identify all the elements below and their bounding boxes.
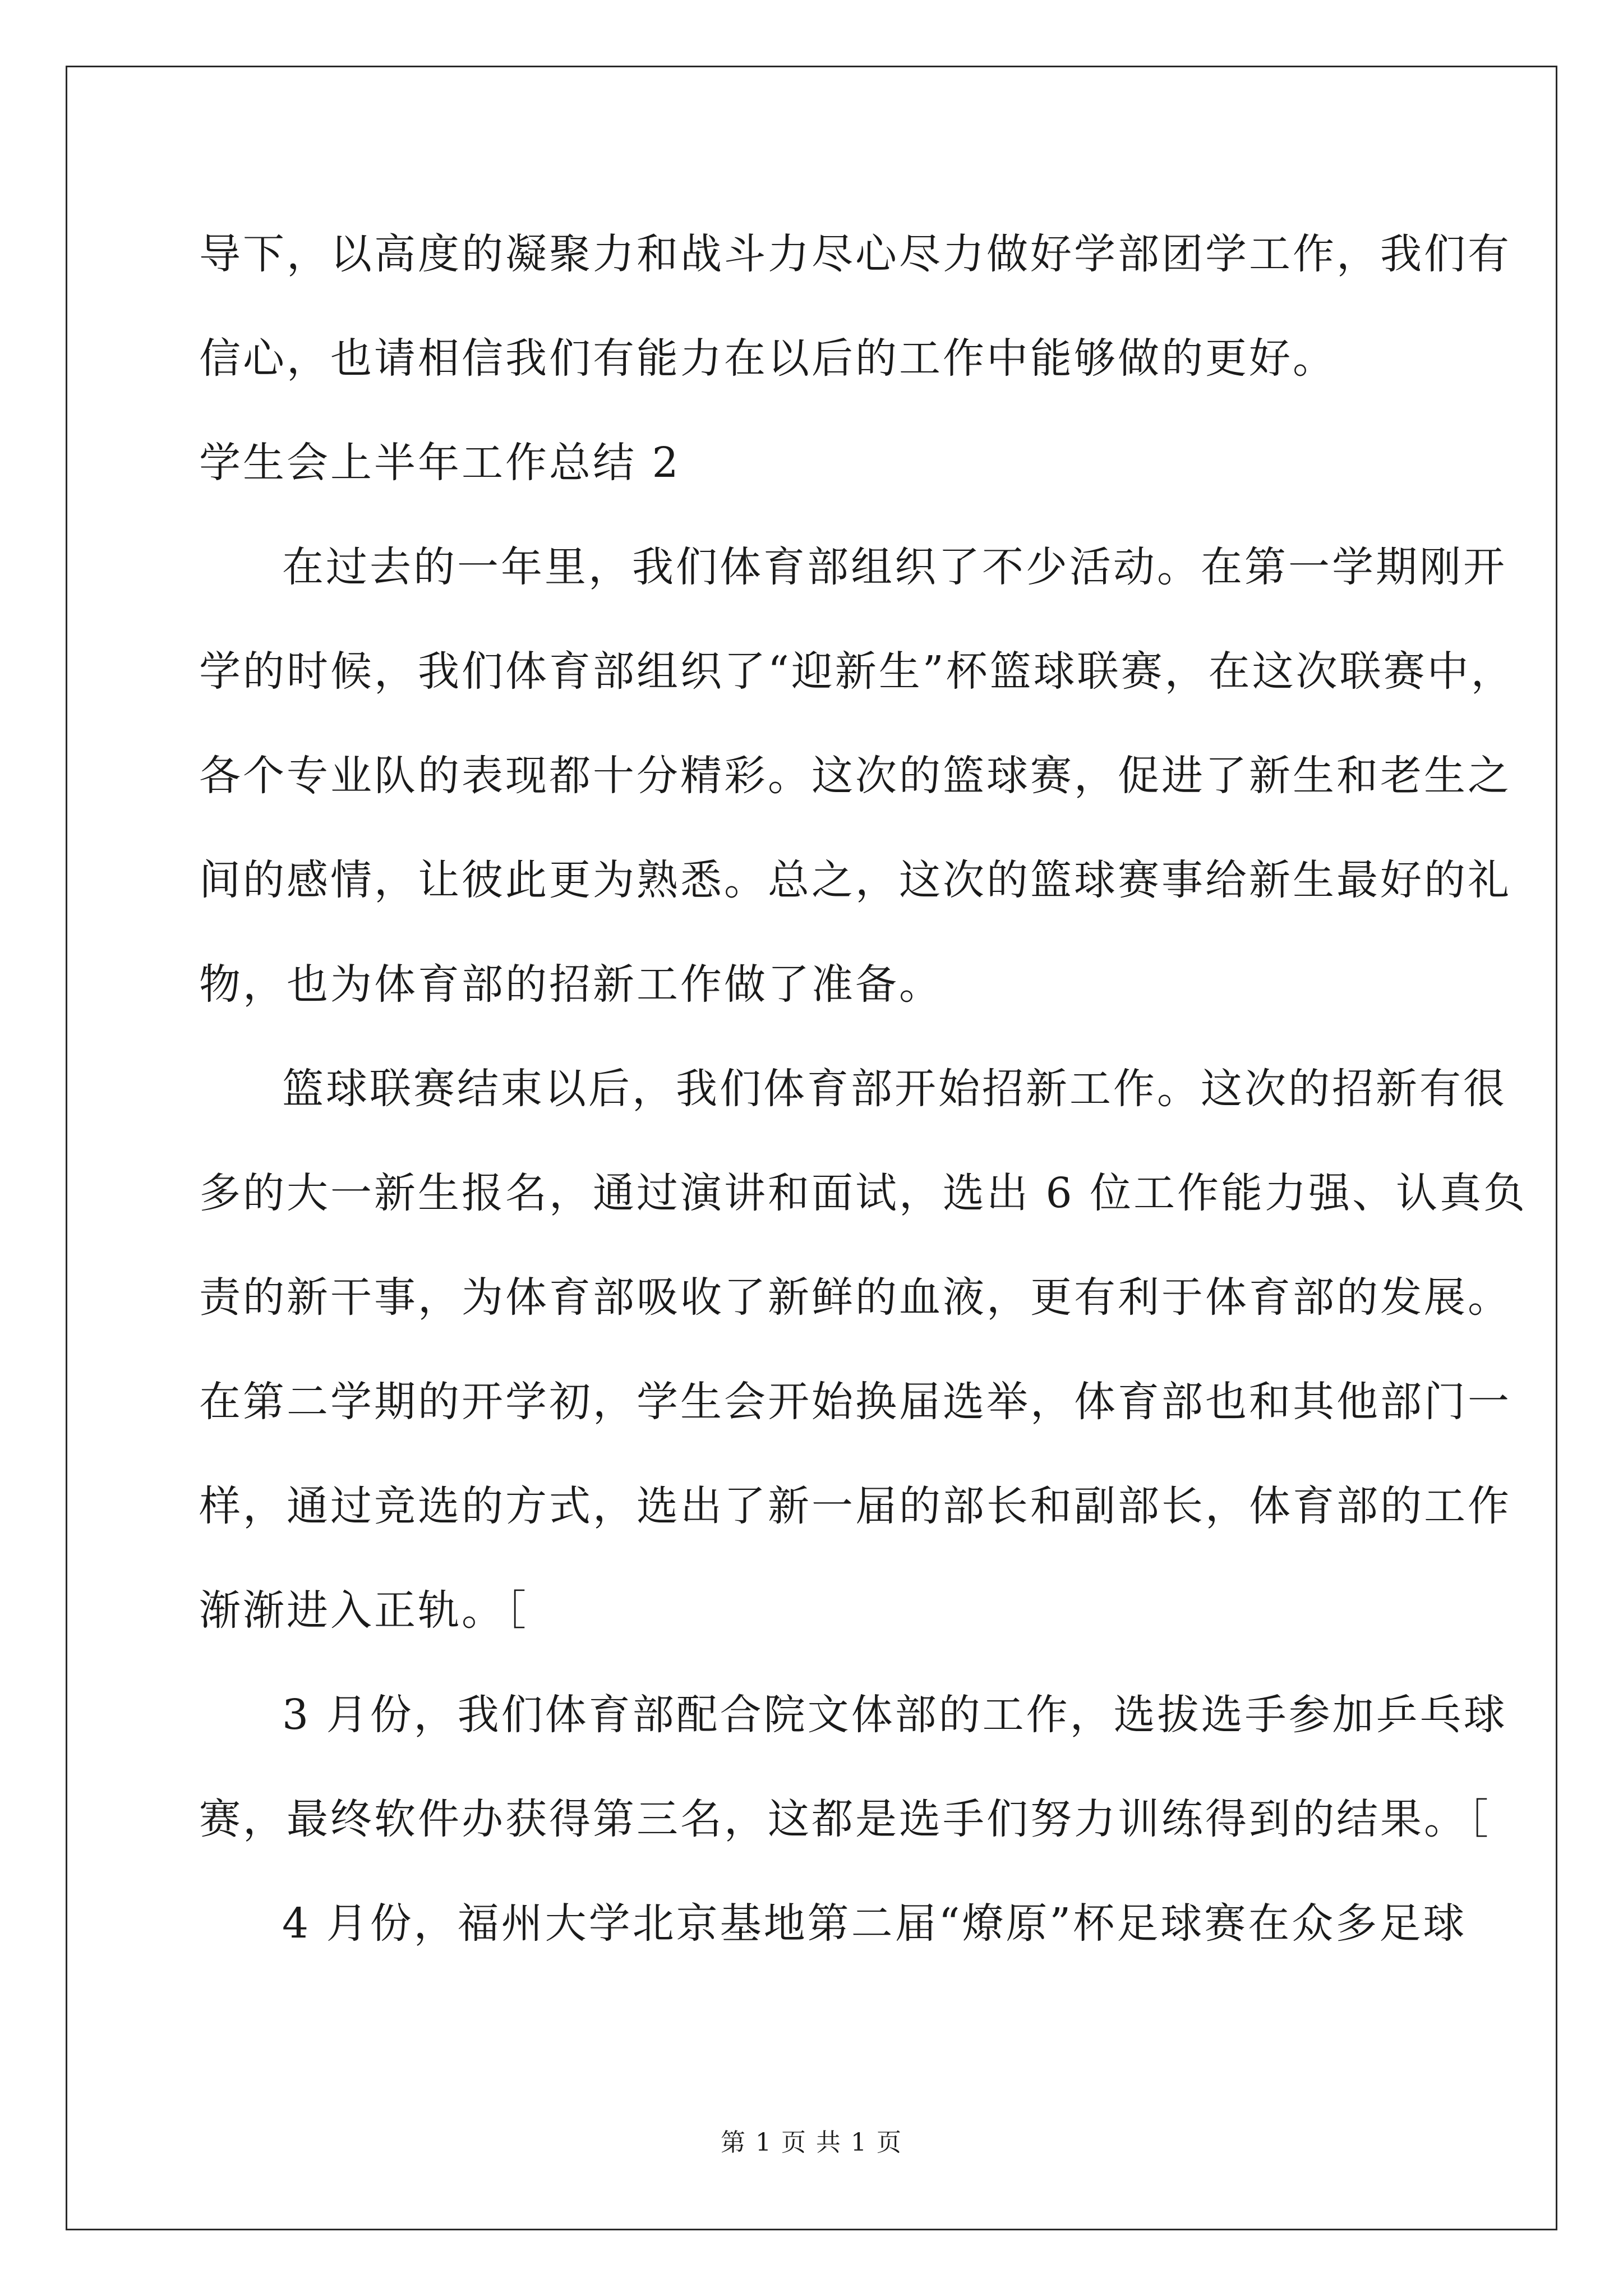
text-line: 责的新干事，为体育部吸收了新鲜的血液，更有利于体育部的发展。 (199, 1273, 1511, 1322)
text-line: 篮球联赛结束以后，我们体育部开始招新工作。这次的招新有很 (282, 1065, 1507, 1113)
text-line: 间的感情，让彼此更为熟悉。总之，这次的篮球赛事给新生最好的礼 (199, 856, 1511, 904)
text-line: 渐渐进入正轨。［ (199, 1586, 528, 1635)
document-body (199, 202, 1528, 1976)
section-heading: 学生会上半年工作总结 2 (199, 439, 681, 487)
text-line: 4 月份，福州大学北京基地第二届“燎原”杯足球赛在众多足球 (282, 1899, 1467, 1948)
text-line: 导下，以高度的凝聚力和战斗力尽心尽力做好学部团学工作，我们有 (199, 230, 1511, 278)
text-line: 样，通过竞选的方式，选出了新一届的部长和副部长，体育部的工作 (199, 1482, 1511, 1530)
text-line: 各个专业队的表现都十分精彩。这次的篮球赛，促进了新生和老生之 (199, 752, 1511, 800)
text-line: 信心，也请相信我们有能力在以后的工作中能够做的更好。 (199, 334, 1336, 383)
text-line: 物，也为体育部的招新工作做了准备。 (199, 960, 943, 1009)
text-line: 赛，最终软件办获得第三名，这都是选手们努力训练得到的结果。［ (199, 1795, 1491, 1843)
text-line: 3 月份，我们体育部配合院文体部的工作，选拔选手参加乒乓球 (282, 1691, 1507, 1739)
text-line: 在过去的一年里，我们体育部组织了不少活动。在第一学期刚开 (282, 543, 1507, 591)
text-line: 在第二学期的开学初，学生会开始换届选举，体育部也和其他部门一 (199, 1378, 1511, 1426)
text-line: 多的大一新生报名，通过演讲和面试，选出 6 位工作能力强、认真负 (199, 1169, 1528, 1217)
text-line: 学的时候，我们体育部组织了“迎新生”杯篮球联赛，在这次联赛中， (199, 647, 1515, 696)
page-footer: 第 1 页 共 1 页 (721, 2128, 902, 2157)
